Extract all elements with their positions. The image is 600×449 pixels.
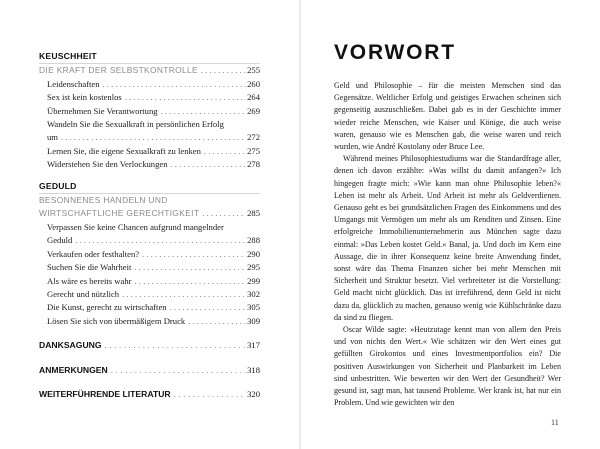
toc-entry[interactable]: Gerecht und nützlich . . . 302 xyxy=(39,288,260,301)
foreword-paragraph: Geld und Philosophie – für die meisten Menschen sind das Gegensätze. Weltlicher Erfolg und geistiges Erwachen scheinen sich gegenseitig auszuschließen. Dabei gab es in der Geschichte immer wieder reiche Menschen, wie Kaiser und Könige, die auch weise waren, genauso wie es Menschen gab, die weise waren und reich wurden, wie André Kostolany oder Bruce Lee. xyxy=(334,81,561,152)
book-gutter xyxy=(299,0,301,449)
toc-entry[interactable]: um . . . 272 xyxy=(39,131,260,144)
toc-entry[interactable]: Lernen Sie, die eigene Sexualkraft zu lenken . . . 275 xyxy=(39,145,260,158)
toc-entry[interactable]: Geduld . . . 288 xyxy=(39,234,260,247)
toc-heading-geduld: GEDULD xyxy=(39,180,77,191)
toc-section-keuschheit xyxy=(39,50,260,172)
page-number: 11 xyxy=(551,418,559,427)
foreword-body xyxy=(334,80,561,409)
toc-entry[interactable]: Die Kunst, gerecht zu wirtschaften . . . 305 xyxy=(39,301,260,314)
toc-section-geduld xyxy=(39,180,260,328)
toc-entry-anmerkungen[interactable]: ANMERKUNGEN . . . 318 xyxy=(39,364,260,377)
toc-entry-danksagung[interactable]: DANKSAGUNG . . . 317 xyxy=(39,339,260,352)
toc-entry[interactable]: Als wäre es bereits wahr . . . 299 xyxy=(39,275,260,288)
table-of-contents xyxy=(39,50,260,401)
foreword-paragraph: Während meines Philosophiestudiums war die Standardfrage aller, denen ich davon erzählte: »Was willst du damit anfangen?« Ich hingegen fragte mich: »Wie kann man ohne Philosophie leben?« Leben ist mehr als Arbeit. Und Arbeit ist mehr als Geldverdienen. Genauso geht es bei grundsätzlichen Fragen des Einkommens und des Umgangs mit Vermögen um mehr als um Renditen und Zinsen. Eine erfolgreiche Immobilienunternehmerin aus München sagte dazu einmal: »Das Leben kostet Geld.« Banal, ja. Und doch im Kern eine Aussage, die in ihrer Konsequenz keine breite Anwendung findet, sonst wäre das Thema Finanzen sicher bei mehr Menschen mit Sicherheit und Struktur besetzt. Viel verbreiteter ist die Vorstellung: Geld macht nicht glücklich. Das ist irreführend, denn Geld ist nicht dazu da, glücklich zu machen, genauso wenig wie Kühlschränke dazu da sind zu fliegen. xyxy=(334,154,561,322)
foreword-title: VORWORT xyxy=(334,41,456,64)
toc-entry[interactable]: Sex ist kein kostenlos . . . 264 xyxy=(39,91,260,104)
foreword-paragraph: Oscar Wilde sagte: »Heutzutage kennt man von allem den Preis und von nichts den Wert.« Wie schätzen wir den Wert eines gut gefüllten Girokontos und eines Investmentportfolios ein? Die positiven Auswirkungen von Sicherheit und Planbarkeit im Leben sind unbestritten. Wie bewerten wir den Wert der Gesundheit? Wer gesund ist, sagt man, hat tausend Probleme. Wer krank ist, hat nur ein Problem. Und wie gewichten wir den xyxy=(334,325,561,408)
toc-entry[interactable]: Lösen Sie sich von übermäßigem Druck . . . 309 xyxy=(39,315,260,328)
toc-entry[interactable]: Verkaufen oder festhalten? . . . 290 xyxy=(39,248,260,261)
toc-entry[interactable]: Suchen Sie die Wahrheit . . . 295 xyxy=(39,261,260,274)
toc-heading-keuschheit: KEUSCHHEIT xyxy=(39,51,97,61)
toc-entry[interactable]: Leidenschaften . . . 260 xyxy=(39,78,260,91)
toc-entry-wrap-line[interactable]: Wandeln Sie die Sexualkraft in persönlichen Erfolg xyxy=(47,119,224,130)
toc-entry-wrap-line[interactable]: Verpassen Sie keine Chancen aufgrund mangelnder xyxy=(47,221,224,232)
toc-subtitle-geduld-line1[interactable]: BESONNENES HANDELN UND xyxy=(39,193,260,207)
toc-subtitle-geduld[interactable]: WIRTSCHAFTLICHE GERECHTIGKEIT . . . 285 xyxy=(39,207,260,220)
toc-subtitle-keuschheit[interactable]: DIE KRAFT DER SELBSTKONTROLLE . . . 255 xyxy=(39,63,260,77)
toc-entry-literatur[interactable]: WEITERFÜHRENDE LITERATUR . . . 320 xyxy=(39,388,260,401)
toc-entry[interactable]: Widerstehen Sie den Verlockungen . . . 278 xyxy=(39,158,260,171)
toc-entry[interactable]: Übernehmen Sie Verantwortung . . . 269 xyxy=(39,105,260,118)
